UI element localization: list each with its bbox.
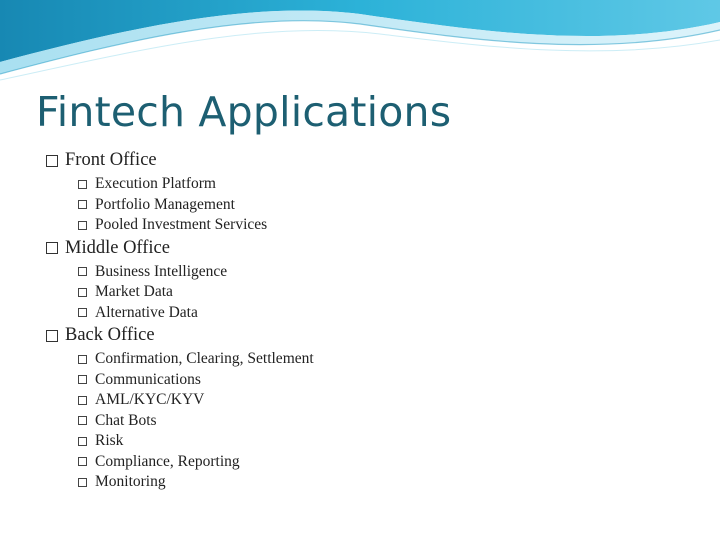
square-bullet-icon [78,200,87,209]
list-item: Pooled Investment Services [78,215,686,236]
slide-content [46,150,686,495]
list-item: Monitoring [78,472,686,493]
list-item: Communications [78,370,686,391]
square-bullet-icon [46,242,58,254]
section-heading [46,238,686,259]
square-bullet-icon [78,267,87,276]
list-item: Compliance, Reporting [78,452,686,473]
square-bullet-icon [78,396,87,405]
list-item: Risk [78,431,686,452]
section-back-office [46,325,686,493]
square-bullet-icon [78,416,87,425]
square-bullet-icon [78,288,87,297]
square-bullet-icon [78,221,87,230]
list-item: AML/KYC/KYV [78,390,686,411]
section-heading [46,150,686,171]
square-bullet-icon [78,355,87,364]
list-item: Chat Bots [78,411,686,432]
section-front-office [46,150,686,236]
list-item: Portfolio Management [78,195,686,216]
sub-list [78,174,686,236]
list-item: Confirmation, Clearing, Settlement [78,349,686,370]
square-bullet-icon [78,478,87,487]
sub-list [78,262,686,324]
square-bullet-icon [78,180,87,189]
square-bullet-icon [46,155,58,167]
list-item: Market Data [78,282,686,303]
square-bullet-icon [78,457,87,466]
square-bullet-icon [78,437,87,446]
list-item: Execution Platform [78,174,686,195]
section-middle-office [46,238,686,324]
square-bullet-icon [78,308,87,317]
square-bullet-icon [46,330,58,342]
list-item: Business Intelligence [78,262,686,283]
slide-title: Fintech Applications [36,88,452,136]
square-bullet-icon [78,375,87,384]
header-wave-decoration [0,0,720,90]
sub-list [78,349,686,493]
section-label: Middle Office [65,237,170,258]
section-label: Back Office [65,325,155,345]
section-heading [46,325,686,346]
list-item: Alternative Data [78,303,686,324]
section-label: Front Office [65,150,157,170]
